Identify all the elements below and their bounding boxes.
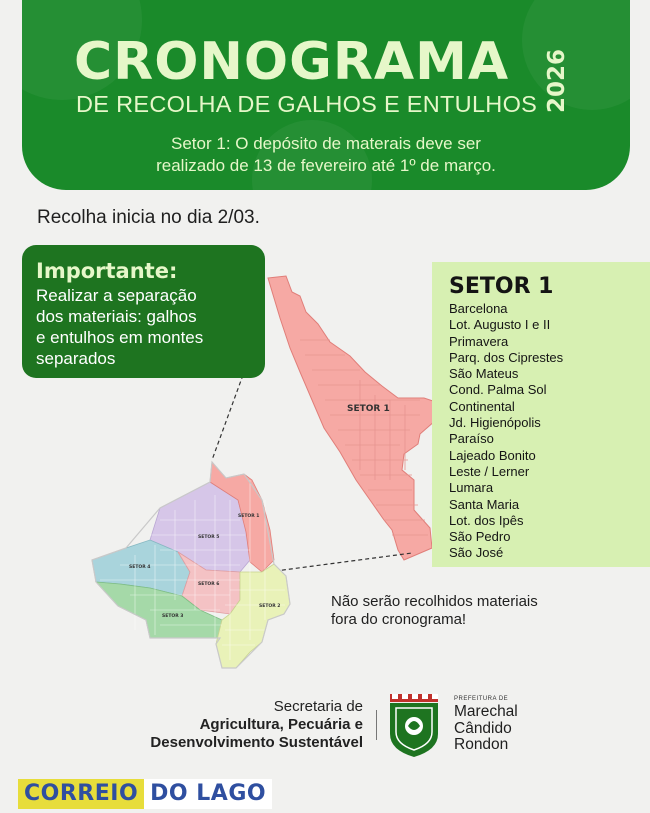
deposit-note-line: realizado de 13 de fevereiro até 1º de março. [156,156,496,175]
map-label: SETOR 1 [238,514,260,519]
sector-panel-title: SETOR 1 [449,274,554,299]
map-label: SETOR 5 [198,535,220,540]
callout-connector [268,553,412,572]
list-item: Barcelona [449,301,508,316]
city-crest-icon [388,694,440,758]
important-box [22,245,265,378]
warning-note [331,593,538,629]
secretaria-line: Agricultura, Pecuária e [199,716,363,733]
important-line: e entulhos em montes [36,328,204,347]
map-label: SETOR 2 [259,604,281,609]
list-item: Lot. dos Ipês [449,512,524,528]
prefeitura-label: PREFEITURA DE [454,696,509,702]
important-line: dos materiais: galhos [36,307,197,326]
secretaria-signature [100,698,363,752]
secretaria-line: Secretaria de [273,698,363,715]
list-item: Continental [449,398,515,414]
deposit-note-line: Setor 1: O depósito de materais deve ser [171,134,481,153]
map-label: SETOR 6 [198,582,220,587]
list-item: São Pedro [449,529,511,545]
prefeitura-name [454,704,518,754]
list-item: Paraíso [449,431,494,447]
list-item: Leste / Lerner [449,463,530,479]
important-line: separados [36,349,116,368]
prefeitura-name-line: Rondon [454,736,509,753]
list-item: Jd. Higienópolis [449,415,541,431]
important-line: Realizar a separação [36,286,197,305]
watermark-right: DO LAGO [144,779,272,809]
divider [376,710,377,740]
setor1-enlarged-area [268,276,436,560]
neighborhood-list [449,301,650,562]
correio-do-lago-watermark [18,779,280,809]
prefeitura-name-line: Cândido [454,719,512,737]
list-item: Parq. dos Ciprestes [449,349,564,365]
important-title: Importante: [36,259,178,283]
map-label: SETOR 4 [129,565,151,570]
list-item: Lumara [449,480,494,496]
collection-start-note: Recolha inicia no dia 2/03. [37,207,260,228]
prefeitura-name-line: Marechal [454,703,518,720]
page-subtitle: DE RECOLHA DE GALHOS E ENTULHOS [76,91,538,117]
city-map [92,462,290,668]
list-item: São Mateus [449,366,519,382]
list-item: Lajeado Bonito [449,447,536,463]
warning-line: fora do cronograma! [331,611,467,628]
list-item: Lot. Augusto I e II [449,317,551,333]
list-item: São José [449,545,504,561]
watermark-left: CORREIO [18,779,144,809]
page-title: CRONOGRAMA [74,32,510,92]
map-label: SETOR 3 [162,614,184,619]
map-label-setor1-large: SETOR 1 [347,404,390,414]
year-label: 2026 [544,49,570,114]
important-body [36,285,265,369]
list-item: Primavera [449,333,509,349]
sector-neighborhood-panel [432,262,650,567]
list-item: Cond. Palma Sol [449,382,547,398]
warning-line: Não serão recolhidos materiais [331,593,538,610]
callout-connector [212,375,243,460]
list-item: Santa Maria [449,496,520,512]
secretaria-line: Desenvolvimento Sustentável [150,734,363,751]
